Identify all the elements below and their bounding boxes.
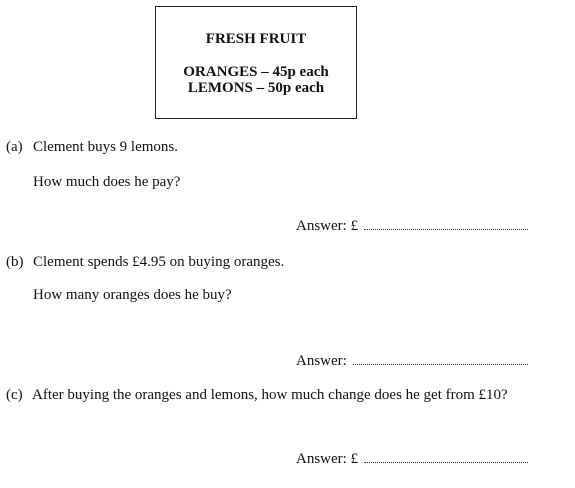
answer-a[interactable] (296, 217, 528, 235)
lemons-price: LEMONS – 50p each (187, 80, 325, 96)
question-c-letter: (c) (6, 387, 23, 403)
question-a-text: Clement buys 9 lemons. (33, 139, 178, 155)
question-b-letter: (b) (6, 254, 24, 270)
answer-c-label: Answer: £ (296, 451, 359, 467)
fresh-fruit-sign (155, 6, 357, 119)
question-b-text: Clement spends £4.95 on buying oranges. (33, 254, 285, 270)
question-a-letter: (a) (6, 139, 23, 155)
oranges-price: ORANGES – 45p each (183, 64, 329, 80)
answer-b-field[interactable] (353, 362, 528, 365)
answer-a-label: Answer: £ (296, 218, 359, 234)
answer-b-label: Answer: (296, 353, 347, 369)
question-a-prompt: How much does he pay? (33, 174, 181, 190)
sign-title: FRESH FRUIT (205, 31, 307, 47)
question-c-text: After buying the oranges and lemons, how much change does he get from £10? (32, 387, 508, 403)
answer-a-field[interactable] (364, 227, 528, 230)
answer-c[interactable] (296, 450, 528, 468)
answer-b[interactable] (296, 352, 528, 370)
answer-c-field[interactable] (364, 460, 528, 463)
question-b-prompt: How many oranges does he buy? (33, 287, 232, 303)
